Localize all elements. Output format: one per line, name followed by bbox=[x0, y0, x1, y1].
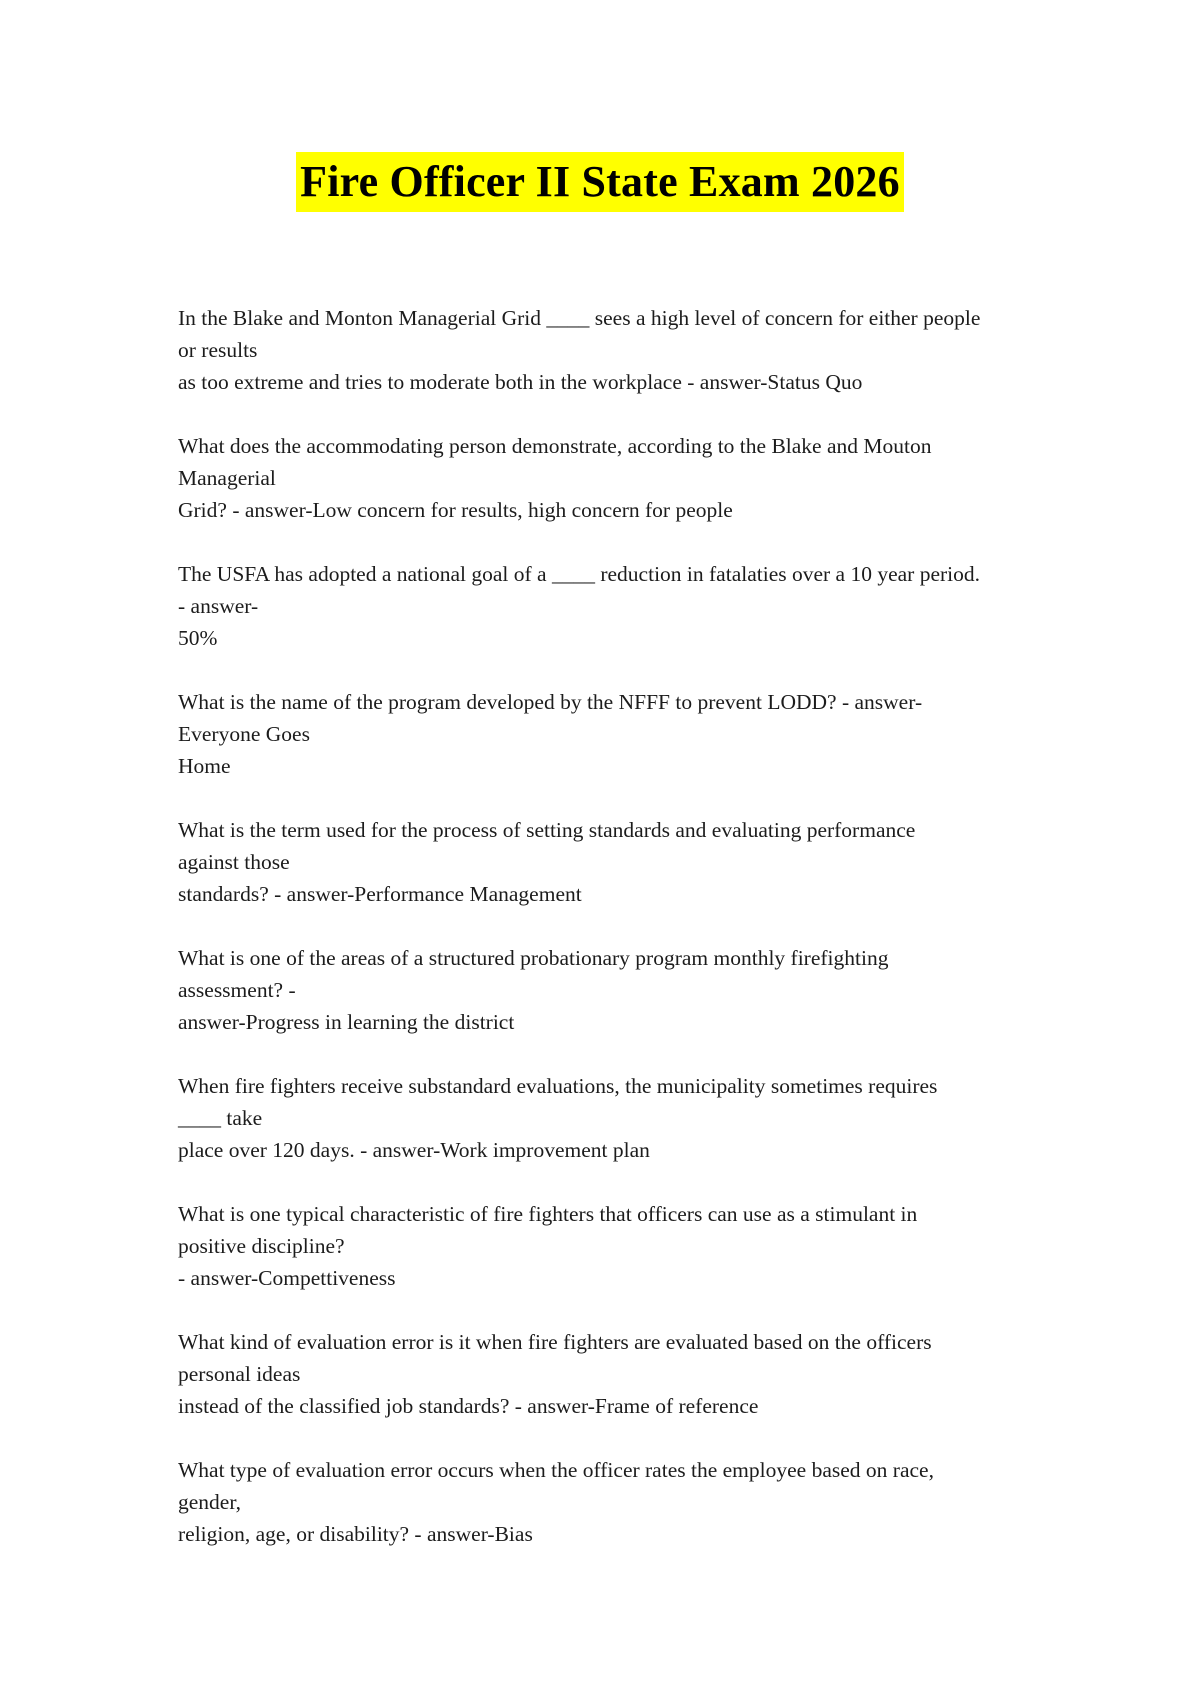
question-item bbox=[178, 686, 1038, 782]
question-line: - answer- bbox=[178, 594, 259, 618]
answer-line: - answer-Compettiveness bbox=[178, 1266, 396, 1290]
question-line: What is the name of the program developed by the NFFF to prevent LODD? - answer- bbox=[178, 690, 923, 714]
answer-line: Home bbox=[178, 754, 231, 778]
answer-line: Grid? - answer-Low concern for results, high concern for people bbox=[178, 498, 733, 522]
question-item bbox=[178, 430, 1038, 526]
question-line: The USFA has adopted a national goal of a ____ reduction in fatalaties over a 10 year period. bbox=[178, 562, 981, 586]
question-line: What does the accommodating person demonstrate, according to the Blake and Mouton bbox=[178, 434, 932, 458]
answer-line: Everyone Goes bbox=[178, 722, 310, 746]
question-item bbox=[178, 558, 1038, 654]
question-line: positive discipline? bbox=[178, 1234, 345, 1258]
question-line: ____ take bbox=[178, 1106, 263, 1130]
answer-line: instead of the classified job standards? - answer-Frame of reference bbox=[178, 1394, 759, 1418]
question-line: What is one typical characteristic of fire fighters that officers can use as a stimulant in bbox=[178, 1202, 918, 1226]
question-line: What is the term used for the process of setting standards and evaluating performance bbox=[178, 818, 916, 842]
question-line: Managerial bbox=[178, 466, 276, 490]
answer-line: place over 120 days. - answer-Work improvement plan bbox=[178, 1138, 650, 1162]
answer-line: religion, age, or disability? - answer-Bias bbox=[178, 1522, 533, 1546]
question-item bbox=[178, 1326, 1038, 1422]
question-item bbox=[178, 302, 1038, 398]
question-item bbox=[178, 942, 1038, 1038]
answer-line: standards? - answer-Performance Management bbox=[178, 882, 582, 906]
question-line: What is one of the areas of a structured probationary program monthly firefighting bbox=[178, 946, 889, 970]
question-line: assessment? - bbox=[178, 978, 296, 1002]
question-line: personal ideas bbox=[178, 1362, 301, 1386]
question-line: or results bbox=[178, 338, 258, 362]
question-line: What type of evaluation error occurs when the officer rates the employee based on race, bbox=[178, 1458, 934, 1482]
question-line: In the Blake and Monton Managerial Grid ____ sees a high level of concern for either people bbox=[178, 306, 981, 330]
title-wrapper bbox=[0, 152, 1200, 212]
question-item bbox=[178, 1198, 1038, 1294]
question-line: gender, bbox=[178, 1490, 242, 1514]
question-list bbox=[178, 302, 1038, 1582]
question-item bbox=[178, 814, 1038, 910]
answer-line: 50% bbox=[178, 626, 218, 650]
question-line: When fire fighters receive substandard evaluations, the municipality sometimes requires bbox=[178, 1074, 938, 1098]
question-line: What kind of evaluation error is it when fire fighters are evaluated based on the officers bbox=[178, 1330, 932, 1354]
question-item bbox=[178, 1070, 1038, 1166]
question-item bbox=[178, 1454, 1038, 1550]
document-title: Fire Officer II State Exam 2026 bbox=[296, 152, 904, 212]
answer-line: answer-Progress in learning the district bbox=[178, 1010, 515, 1034]
question-line: against those bbox=[178, 850, 290, 874]
answer-line: as too extreme and tries to moderate both in the workplace - answer-Status Quo bbox=[178, 370, 863, 394]
